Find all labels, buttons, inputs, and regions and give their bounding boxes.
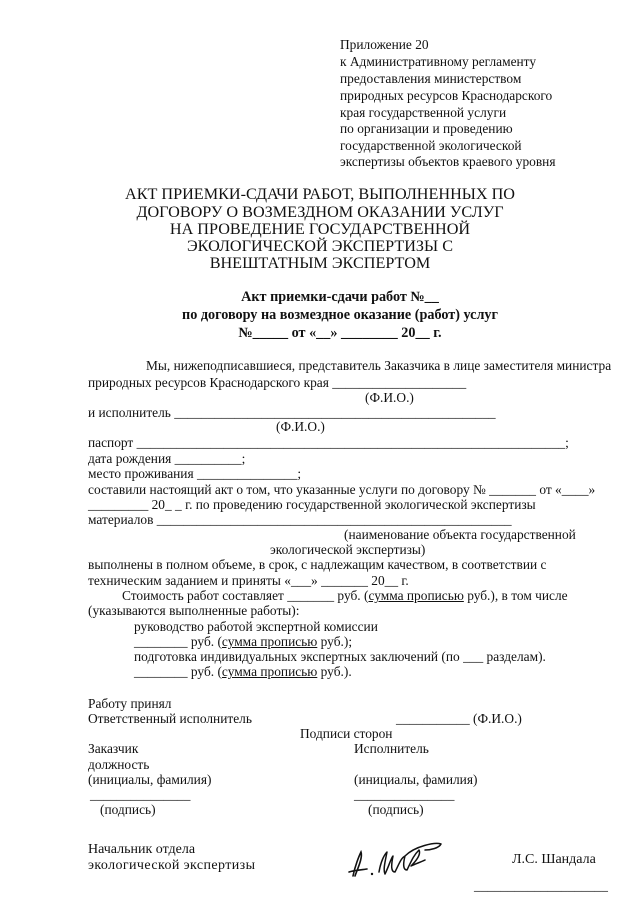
appendix-line: предоставления министерством bbox=[340, 71, 522, 86]
body-line: техническим заданием и приняты «___» _______ 20__ г. bbox=[88, 573, 409, 588]
amount-line: ________ руб. (сумма прописью руб.); bbox=[134, 634, 353, 649]
body-line: составили настоящий акт о том, что указанные услуги по договору № _______ от «____» bbox=[88, 482, 596, 497]
body-line: материалов _____________________________________________________ bbox=[88, 512, 512, 527]
signatures-title: Подписи сторон bbox=[300, 726, 393, 741]
amount-line: ________ руб. (сумма прописью руб.). bbox=[134, 664, 352, 679]
body-line: (указываются выполненные работы): bbox=[88, 603, 300, 618]
body-line: природных ресурсов Краснодарского края ____________________ bbox=[88, 375, 467, 390]
appendix-line: Приложение 20 bbox=[340, 37, 429, 52]
subheading-line: по договору на возмездное оказание (работ) услуг bbox=[182, 307, 498, 323]
subheading-line: №_____ от «__» ________ 20__ г. bbox=[238, 325, 442, 341]
appendix-line: по организации и проведению bbox=[340, 121, 513, 136]
contractor-label: Исполнитель bbox=[354, 741, 429, 756]
handwritten-signature bbox=[345, 836, 465, 882]
signature-line: _______________ bbox=[354, 787, 455, 802]
responsible-fio: ___________ (Ф.И.О.) bbox=[396, 711, 522, 726]
appendix-line: государственной экологической bbox=[340, 138, 522, 153]
heading-line: НА ПРОВЕДЕНИЕ ГОСУДАРСТВЕННОЙ bbox=[169, 220, 471, 238]
customer-label: Заказчик bbox=[88, 741, 139, 756]
appendix-line: к Административному регламенту bbox=[340, 54, 537, 69]
appendix-line: края государственной услуги bbox=[340, 105, 507, 120]
body-line: и исполнитель ________________________________________________ bbox=[88, 405, 496, 420]
head-department: экологической экспертизы bbox=[88, 858, 256, 873]
accepted-label: Работу принял bbox=[88, 696, 172, 711]
initials-label: (инициалы, фамилия) bbox=[88, 772, 212, 787]
heading-line: ДОГОВОРУ О ВОЗМЕЗДНОМ ОКАЗАНИИ УСЛУГ bbox=[136, 203, 504, 221]
head-name: Л.С. Шандала bbox=[512, 852, 596, 867]
object-caption: экологической экспертизы) bbox=[270, 542, 426, 557]
sum-in-words: сумма прописью bbox=[221, 664, 318, 679]
signature-caption: (подпись) bbox=[368, 802, 424, 817]
subheading-line: Акт приемки-сдачи работ №__ bbox=[241, 289, 439, 305]
heading-line: ЭКОЛОГИЧЕСКОЙ ЭКСПЕРТИЗЫ С bbox=[186, 237, 453, 255]
body-line: _________ 20_ _ г. по проведению государственной экологической экспертизы bbox=[88, 497, 536, 512]
appendix-line: экспертизы объектов краевого уровня bbox=[340, 154, 556, 169]
sum-in-words: сумма прописью bbox=[368, 588, 464, 603]
signature-caption: (подпись) bbox=[100, 802, 156, 817]
fio-caption: (Ф.И.О.) bbox=[365, 390, 414, 405]
body-line: Мы, нижеподписавшиеся, представитель Заказчика в лице заместителя министра bbox=[146, 358, 612, 373]
cost-line: Стоимость работ составляет _______ руб. (сумма прописью руб.), в том числе bbox=[122, 588, 568, 603]
head-title: Начальник отдела bbox=[88, 842, 196, 857]
body-line: выполнены в полном объеме, в срок, с надлежащим качеством, в соответствии с bbox=[88, 557, 547, 572]
sum-in-words: сумма прописью bbox=[221, 634, 318, 649]
fio-caption: (Ф.И.О.) bbox=[276, 419, 325, 434]
appendix-line: природных ресурсов Краснодарского bbox=[340, 88, 553, 103]
bottom-line: ____________________ bbox=[474, 878, 608, 893]
birth-date-line: дата рождения __________; bbox=[88, 451, 246, 466]
body-line: руководство работой экспертной комиссии bbox=[134, 619, 378, 634]
body-line: подготовка индивидуальных экспертных заключений (по ___ разделам). bbox=[134, 649, 546, 664]
object-caption: (наименование объекта государственной bbox=[344, 527, 576, 542]
signature-line: _______________ bbox=[90, 787, 191, 802]
heading-line: ВНЕШТАТНЫМ ЭКСПЕРТОМ bbox=[209, 254, 431, 272]
position-label: должность bbox=[88, 757, 150, 772]
heading-line: АКТ ПРИЕМКИ-СДАЧИ РАБОТ, ВЫПОЛНЕННЫХ ПО bbox=[125, 185, 515, 203]
residence-line: место проживания _______________; bbox=[88, 466, 302, 481]
passport-line: паспорт ________________________________________________________________; bbox=[88, 435, 569, 450]
initials-label: (инициалы, фамилия) bbox=[354, 772, 478, 787]
responsible-label: Ответственный исполнитель bbox=[88, 711, 252, 726]
